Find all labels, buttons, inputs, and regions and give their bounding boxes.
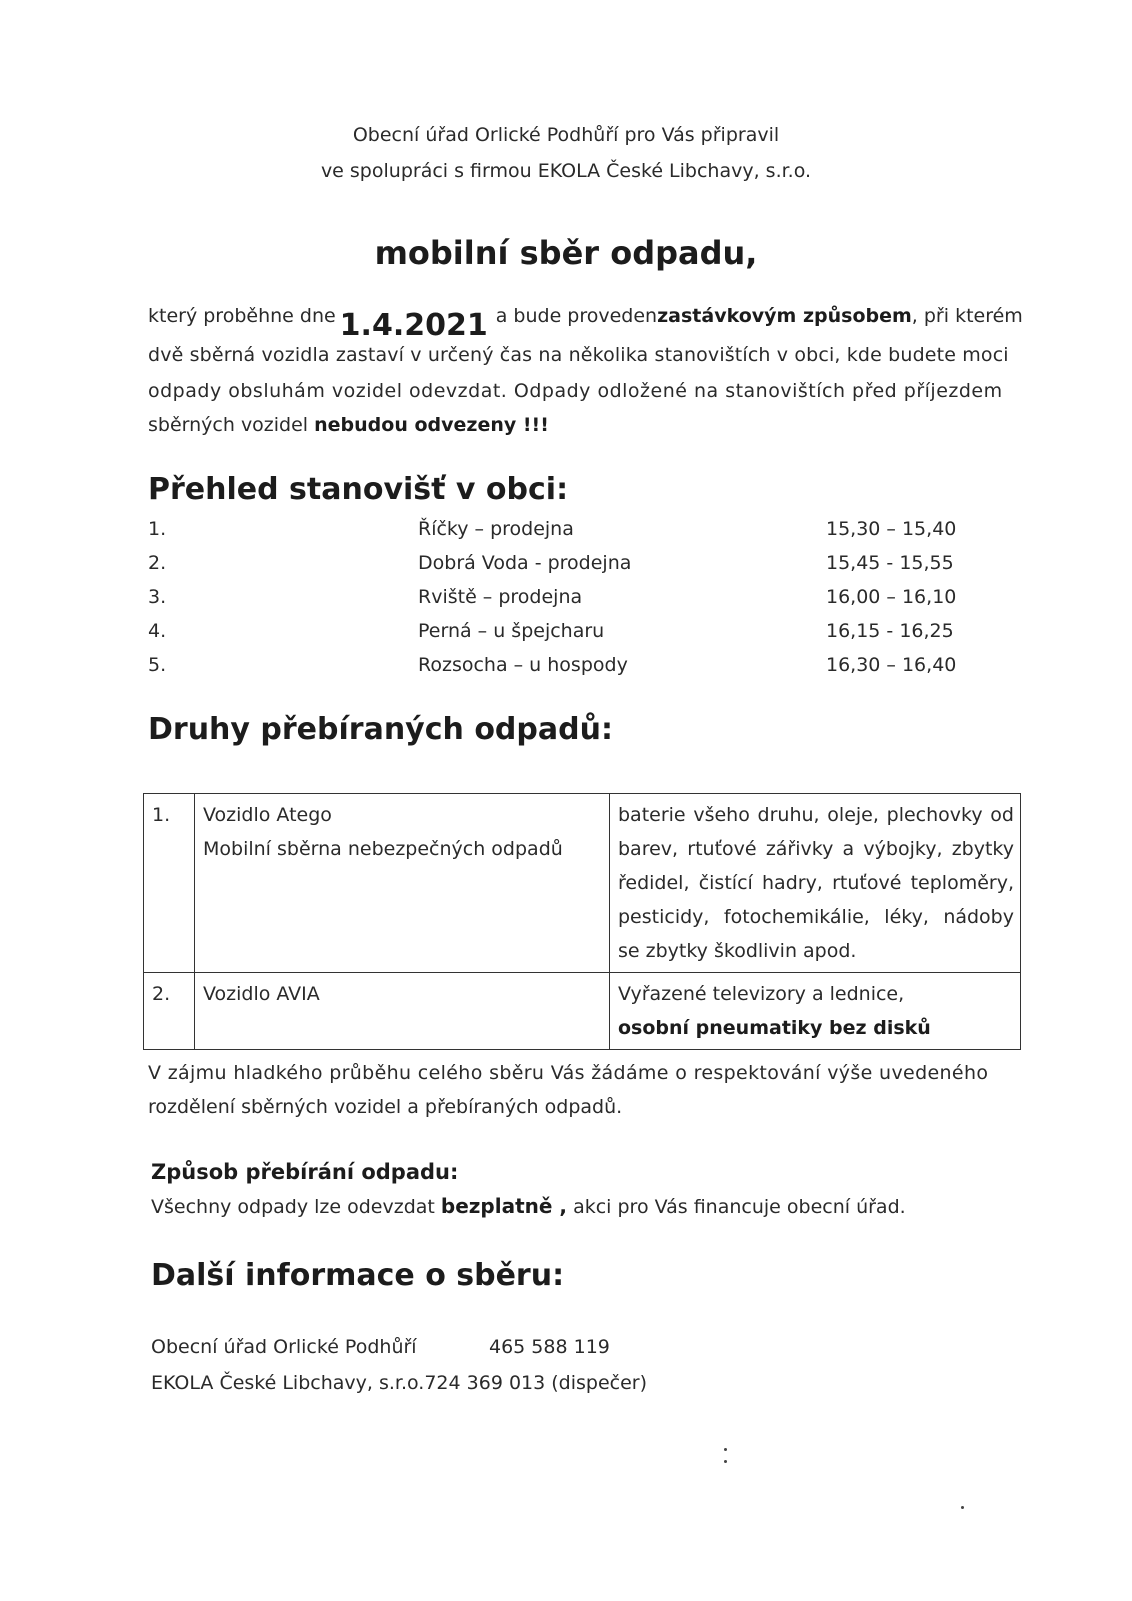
waste-types-heading: Druhy přebíraných odpadů: [148,712,613,747]
locations-heading: Přehled stanovišť v obci: [148,472,569,507]
scan-speck [724,1460,727,1463]
paragraph-line-4-pre: sběrných vozidel [148,414,309,436]
vehicle-number: 1. [144,794,195,973]
more-info-heading: Další informace o sběru: [151,1258,565,1293]
collection-method: zastávkovým způsobem [657,305,912,327]
location-name: Rviště – prodejna [418,586,583,608]
intro-line-1: Obecní úřad Orlické Podhůří pro Vás připravil [352,124,780,146]
location-number: 3. [148,586,167,608]
location-number: 5. [148,654,167,676]
location-name: Rozsocha – u hospody [418,654,628,676]
scan-speck [961,1506,964,1509]
paragraph-post-method: , při kterém [911,305,1023,327]
collection-date: 1.4.2021 [339,308,488,343]
vehicle-cell [195,794,610,973]
free-collection-text [151,1194,1019,1218]
location-name: Říčky – prodejna [418,518,574,540]
table-row [144,794,1021,973]
location-time: 16,30 – 16,40 [826,654,957,676]
paragraph-line-2: dvě sběrná vozidla zastaví v určený čas na několika stanovištích v obci, kde budete moci [148,344,1009,366]
accepted-waste-cell [610,973,1021,1050]
location-row [148,518,968,552]
vehicle-cell [195,973,610,1050]
intro-line-2: ve spolupráci s firmou EKOLA České Libchavy, s.r.o. [320,160,812,182]
contact-row [151,1372,647,1394]
free-of-charge: bezplatně , [440,1194,568,1218]
location-name: Perná – u špejcharu [418,620,605,642]
accepted-waste: Vyřazené televizory a lednice, [618,983,905,1005]
location-time: 15,45 - 15,55 [826,552,954,574]
paragraph-post-date: a bude proveden [495,305,658,327]
waste-types-table [143,793,1021,1050]
accepted-waste-bold: osobní pneumatiky bez disků [618,1017,931,1039]
scan-speck [724,1448,727,1451]
location-number: 1. [148,518,167,540]
contact-name: Obecní úřad Orlické Podhůří [151,1336,417,1358]
vehicle-name: Vozidlo AVIA [203,983,320,1005]
document-title: mobilní sběr odpadu, [374,234,758,272]
location-number: 2. [148,552,167,574]
paragraph-line-1 [148,305,1023,343]
contact-row [151,1336,610,1358]
vehicle-name: Vozidlo Atego [203,804,332,826]
location-name: Dobrá Voda - prodejna [418,552,632,574]
location-time: 16,00 – 16,10 [826,586,957,608]
free-collection-post: akci pro Vás financuje obecní úřad. [573,1196,906,1218]
location-row [148,552,968,586]
location-row [148,620,968,654]
location-number: 4. [148,620,167,642]
collection-method-heading: Způsob přebírání odpadu: [151,1160,459,1184]
vehicle-number: 2. [144,973,195,1050]
location-time: 16,15 - 16,25 [826,620,954,642]
not-collected-warning: nebudou odvezeny !!! [314,414,549,436]
location-row [148,654,968,688]
respect-line-2: rozdělení sběrných vozidel a přebíraných odpadů. [148,1096,623,1118]
vehicle-description: Mobilní sběrna nebezpečných odpadů [203,838,563,860]
contact-name: EKOLA České Libchavy, s.r.o.724 369 013 (dispečer) [151,1372,648,1394]
location-row [148,586,968,620]
table-row [144,973,1021,1050]
location-time: 15,30 – 15,40 [826,518,957,540]
paragraph-line-3: odpady obsluhám vozidel odevzdat. Odpady odložené na stanovištích před příjezdem [148,380,1003,402]
paragraph-pre-date: který proběhne dne [148,305,336,327]
accepted-waste: baterie všeho druhu, oleje, plechovky od barev, rtuťové zářivky a výbojky, zbytky ředidel, čistící hadry, rtuťové teploměry, pesticidy, fotochemikálie, léky, nádoby se zbytky škodlivin apod. [610,794,1021,973]
respect-line-1: V zájmu hladkého průběhu celého sběru Vás žádáme o respektování výše uvedeného [148,1062,989,1084]
free-collection-pre: Všechny odpady lze odevzdat [151,1196,435,1218]
paragraph-line-4 [148,414,1016,436]
contact-phone: 465 588 119 [489,1336,610,1358]
